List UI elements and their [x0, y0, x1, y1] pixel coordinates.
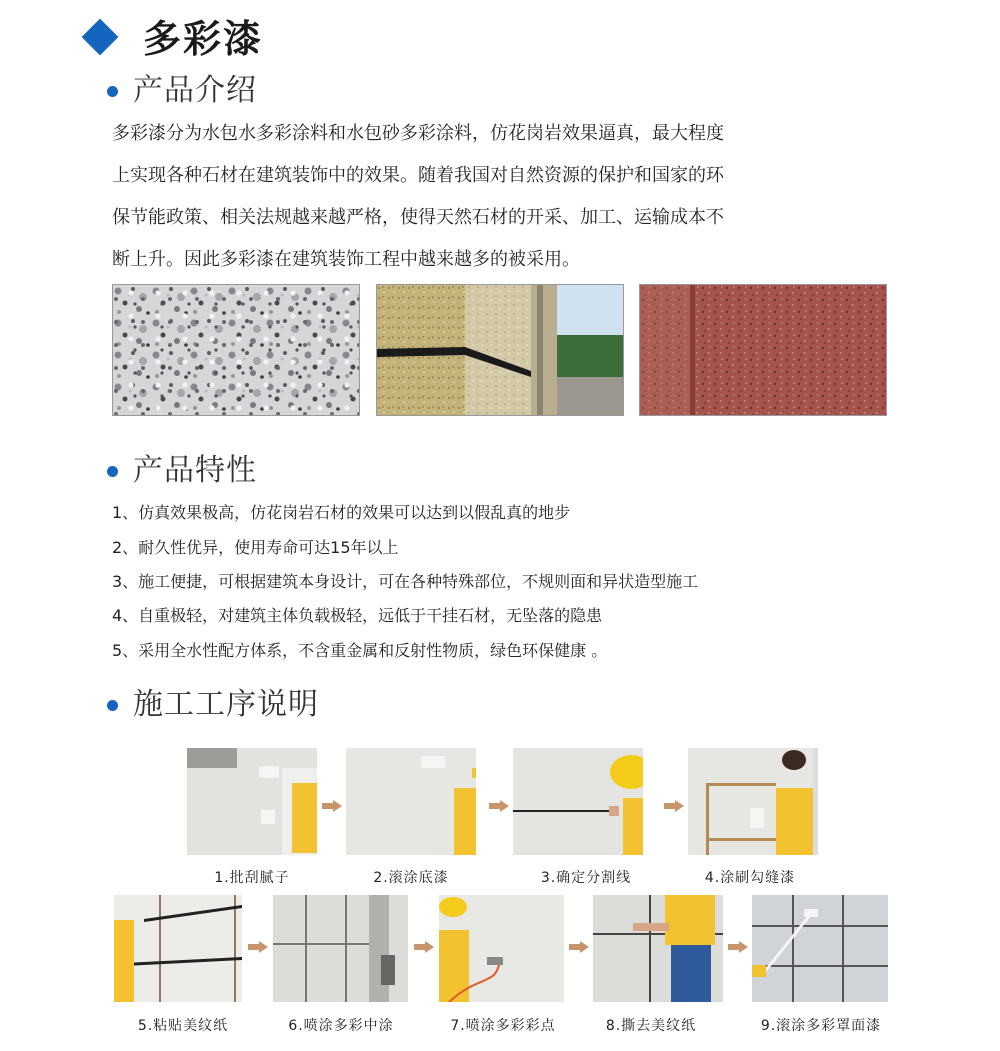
title-diamond-icon [82, 19, 119, 56]
intro-line: 上实现各种石材在建筑装饰中的效果。随着我国对自然资源的保护和国家的环 [112, 165, 724, 186]
step-caption: 8.撕去美纹纸 [605, 1018, 697, 1034]
red-granite-wall-photo [639, 284, 887, 416]
step-image-masking-tape [114, 895, 242, 1002]
bullet-dot-icon [107, 700, 118, 711]
step-image-remove-tape [593, 895, 723, 1002]
step-image-joint-paint [688, 748, 818, 855]
step-image-marking-line [513, 748, 643, 855]
arrow-right-icon [322, 800, 342, 812]
section-title-features: 产品特性 [133, 453, 257, 488]
step-caption: 2.滚涂底漆 [373, 870, 449, 886]
arrow-right-icon [728, 941, 748, 953]
arrow-right-icon [489, 800, 509, 812]
feature-item: 2、耐久性优异，使用寿命可达15年以上 [112, 538, 399, 557]
section-title-process: 施工工序说明 [133, 687, 319, 722]
intro-line: 断上升。因此多彩漆在建筑装饰工程中越来越多的被采用。 [112, 249, 580, 270]
page-title: 多彩漆 [143, 17, 264, 61]
feature-item: 3、施工便捷，可根据建筑本身设计，可在各种特殊部位，不规则面和异状造型施工 [112, 572, 699, 591]
arrow-right-icon [414, 941, 434, 953]
step-image-putty [187, 748, 317, 855]
bullet-dot-icon [107, 466, 118, 477]
arrow-right-icon [569, 941, 589, 953]
step-caption: 1.批刮腻子 [214, 870, 290, 886]
bullet-dot-icon [107, 86, 118, 97]
intro-line: 保节能政策、相关法规越来越严格，使得天然石材的开采、加工、运输成本不 [112, 207, 724, 228]
step-caption: 9.滚涂多彩罩面漆 [760, 1018, 882, 1034]
intro-paragraph [112, 113, 822, 281]
coated-wall-corner-photo [376, 284, 624, 416]
feature-item: 5、采用全水性配方体系，不含重金属和反射性物质，绿色环保健康 。 [112, 641, 608, 660]
arrow-right-icon [664, 800, 684, 812]
step-caption: 7.喷涂多彩彩点 [450, 1018, 556, 1034]
step-caption: 3.确定分割线 [540, 870, 632, 886]
step-image-top-coat [752, 895, 888, 1002]
step-caption: 4.涂刷勾缝漆 [704, 870, 796, 886]
intro-line: 多彩漆分为水包水多彩涂料和水包砂多彩涂料，仿花岗岩效果逼真，最大程度 [112, 123, 724, 144]
step-caption: 6.喷涂多彩中涂 [288, 1018, 394, 1034]
step-caption: 5.粘贴美纹纸 [137, 1018, 229, 1034]
step-image-spray-mid-coat [273, 895, 408, 1002]
feature-item: 4、自重极轻，对建筑主体负载极轻，远低于干挂石材，无坠落的隐患 [112, 606, 603, 625]
feature-item: 1、仿真效果极高，仿花岗岩石材的效果可以达到以假乱真的地步 [112, 503, 571, 522]
granite-texture-photo [112, 284, 360, 416]
arrow-right-icon [248, 941, 268, 953]
step-image-spray-dots [439, 895, 564, 1002]
step-image-primer [346, 748, 476, 855]
section-title-intro: 产品介绍 [133, 73, 257, 108]
